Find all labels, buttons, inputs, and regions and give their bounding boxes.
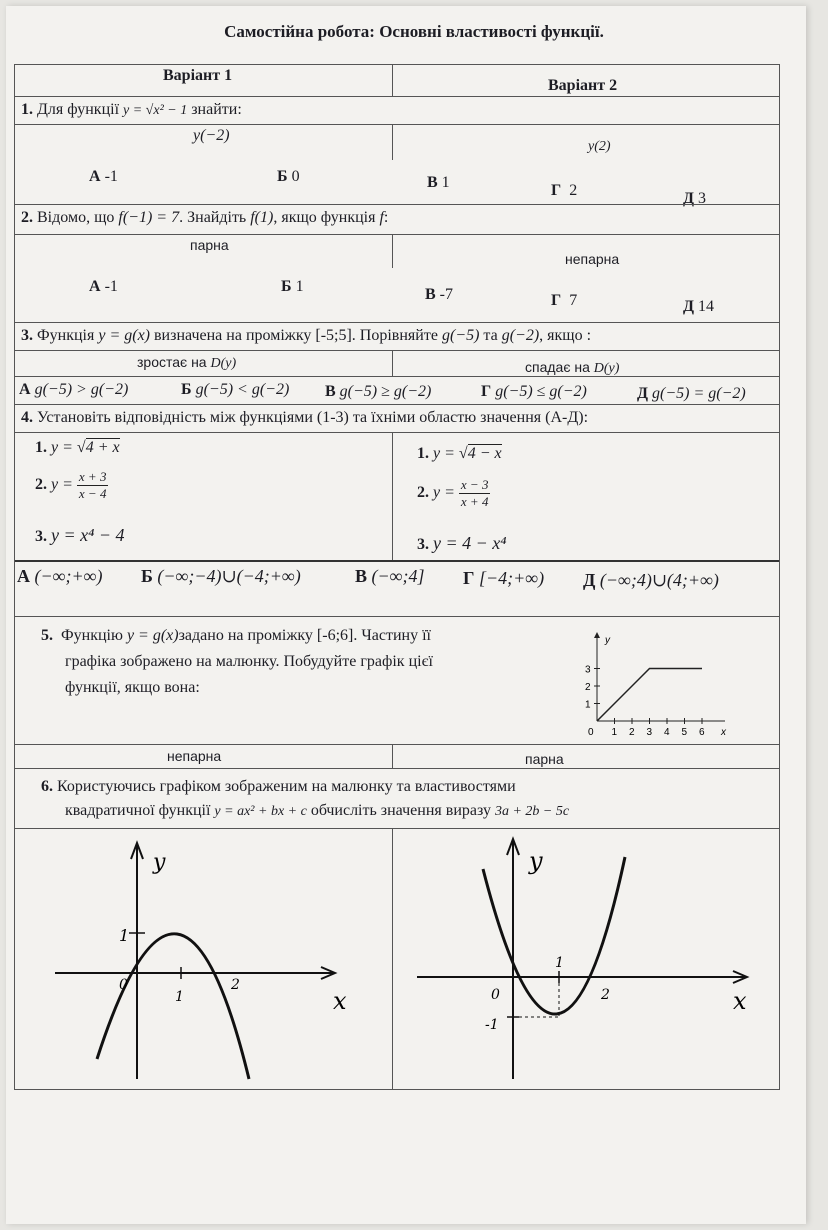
q6-graphs-row [15, 828, 779, 1090]
q2-v2-task: непарна [565, 251, 620, 267]
q3-option-g: Г g(−5) ≤ g(−2) [481, 383, 587, 400]
q4-v1-functions [15, 433, 393, 560]
q5-x-label: x [721, 727, 726, 738]
q4-options-row [15, 560, 779, 616]
q4-v1-func-1: 1. y = √4 + x [35, 439, 120, 456]
q5-statement: 5. Функцію y = g(x)задано на проміжку [-6;6]. Частину її графіка зображено на малюнку. Побудуйте графік цієї функції, якщо вона: [41, 627, 433, 696]
q2-statement-row [15, 204, 779, 234]
page-title: Самостійна робота: Основні властивості функції. [224, 22, 604, 41]
q3-tasks-row [15, 350, 779, 376]
q4-option-g: Г [−4;+∞) [463, 568, 545, 588]
q1-options-row [15, 160, 779, 207]
q6-graph-1 [15, 829, 393, 1091]
q5-tasks-row [15, 744, 779, 768]
q1-option-a: А -1 [89, 168, 118, 185]
q4-v2-func-2: 2. y = $\frac{x - 3}{x + 4}$ [417, 477, 489, 509]
q2-option-d: Д 14 [683, 298, 715, 315]
q4-functions-row [15, 432, 779, 560]
q1-statement-row [15, 96, 779, 124]
variants-header-row [15, 64, 779, 96]
q2-option-g: Г 7 [551, 292, 578, 309]
q2-option-a: А -1 [89, 278, 118, 295]
q1-option-d: Д 3 [683, 190, 707, 207]
q5-x-tick-label: 2 [629, 727, 635, 738]
g2-two: 2 [601, 987, 610, 1003]
worksheet-table [14, 64, 780, 1090]
q3-option-v: В g(−5) ≥ g(−2) [325, 383, 432, 400]
q5-x-tick-label: 5 [681, 727, 688, 738]
q5-x-tick-label: 6 [699, 727, 705, 738]
q5-x-tick-label: 3 [646, 727, 653, 738]
g1-parabola [97, 934, 249, 1079]
q2-v1-task: парна [190, 237, 229, 253]
q3-option-a: А g(−5) > g(−2) [19, 381, 129, 398]
q3-option-d: Д g(−5) = g(−2) [637, 385, 746, 402]
g2-minus-one: -1 [485, 1017, 499, 1033]
q6-graph-2-cell [393, 829, 779, 1089]
g1-y-label: y [153, 850, 166, 875]
q1-statement: 1. Для функції y = √x² − 1 знайти: [21, 101, 242, 118]
q5-x-tick-label: 4 [664, 727, 670, 738]
q2-option-v: В -7 [425, 286, 453, 303]
q3-options-row [15, 376, 779, 404]
q4-v1-func-3: 3. y = x⁴ − 4 [35, 525, 125, 545]
q5-x-tick-label: 1 [611, 727, 618, 738]
q5-y-tick-label: 3 [585, 664, 591, 676]
q1-option-v: В 1 [427, 174, 450, 191]
q1-option-b: Б 0 [277, 168, 300, 185]
g1-one-y: 1 [119, 926, 130, 945]
q4-v2-func-3: 3. y = 4 − x⁴ [417, 533, 507, 553]
g2-y-label: y [529, 847, 543, 875]
q5-chart [575, 629, 735, 739]
q5-graph-line [597, 669, 702, 722]
q1-formula: y = √x² − 1 [123, 103, 188, 118]
q6-graph-1-cell [15, 829, 393, 1089]
q5-y-tick-label: 2 [585, 682, 591, 693]
g1-one-x: 1 [175, 989, 184, 1005]
q3-v1-task: зростає на D(y) [137, 354, 237, 371]
q1-option-g: Г 2 [551, 182, 578, 199]
q5-x-tick-label: 0 [588, 727, 594, 738]
q5-statement-row [15, 616, 779, 744]
q1-tasks-row [15, 124, 779, 160]
g2-x-label: x [733, 987, 747, 1015]
q3-statement: 3. Функція y = g(x) визначена на проміжку [-5;5]. Порівняйте g(−5) та g(−2), якщо : [21, 327, 592, 344]
g2-one: 1 [555, 955, 564, 971]
q6-graph-2 [393, 829, 779, 1091]
q4-v2-functions [393, 433, 779, 560]
q4-statement-row [15, 404, 779, 432]
q5-v1-task: непарна [167, 748, 222, 764]
q5-v2-task: парна [525, 751, 564, 767]
q2-tasks-row [15, 234, 779, 268]
g1-x-label: x [333, 987, 347, 1015]
q3-option-b: Б g(−5) < g(−2) [181, 381, 290, 398]
g2-zero: 0 [491, 987, 500, 1003]
q1-v2-task: y(2) [588, 139, 611, 154]
q5-y-tick-label: 1 [585, 699, 591, 711]
g1-two: 2 [231, 977, 240, 993]
q1-v1-task: y(−2) [193, 127, 230, 144]
q4-v2-func-1: 1. y = √4 − x [417, 445, 502, 462]
variant-1-label: Варіант 1 [163, 67, 233, 84]
q4-option-a: А (−∞;+∞) [17, 566, 103, 586]
q5-y-label: y [605, 635, 610, 646]
variant-2-header [393, 65, 779, 96]
q6-statement: 6. Користуючись графіком зображеним на малюнку та властивостями квадратичної функції y = ax² + bx + c обчисліть значення виразу 3a + 2b − 5c [41, 778, 570, 819]
q2-option-b: Б 1 [281, 278, 304, 295]
q4-statement: 4. Установіть відповідність між функціями (1-3) та їхніми областю значення (А-Д): [21, 409, 589, 426]
q4-option-d: Д (−∞;4)∪(4;+∞) [583, 570, 719, 590]
q4-option-v: В (−∞;4] [355, 566, 425, 586]
q4-v1-func-2: 2. y = $\frac{x + 3}{x - 4}$ [35, 469, 107, 501]
q4-option-b: Б (−∞;−4)∪(−4;+∞) [141, 566, 301, 586]
q3-v2-task: спадає на D(y) [525, 359, 620, 376]
q3-statement-row [15, 322, 779, 350]
q6-statement-row [15, 768, 779, 828]
q2-statement: 2. Відомо, що f(−1) = 7. Знайдіть f(1), якщо функція f: [21, 209, 389, 226]
variant-1-header [15, 65, 393, 96]
g1-zero: 0 [119, 977, 128, 993]
variant-2-label: Варіант 2 [548, 77, 618, 94]
q2-options-row [15, 268, 779, 322]
q5-y-arrow [594, 632, 600, 638]
